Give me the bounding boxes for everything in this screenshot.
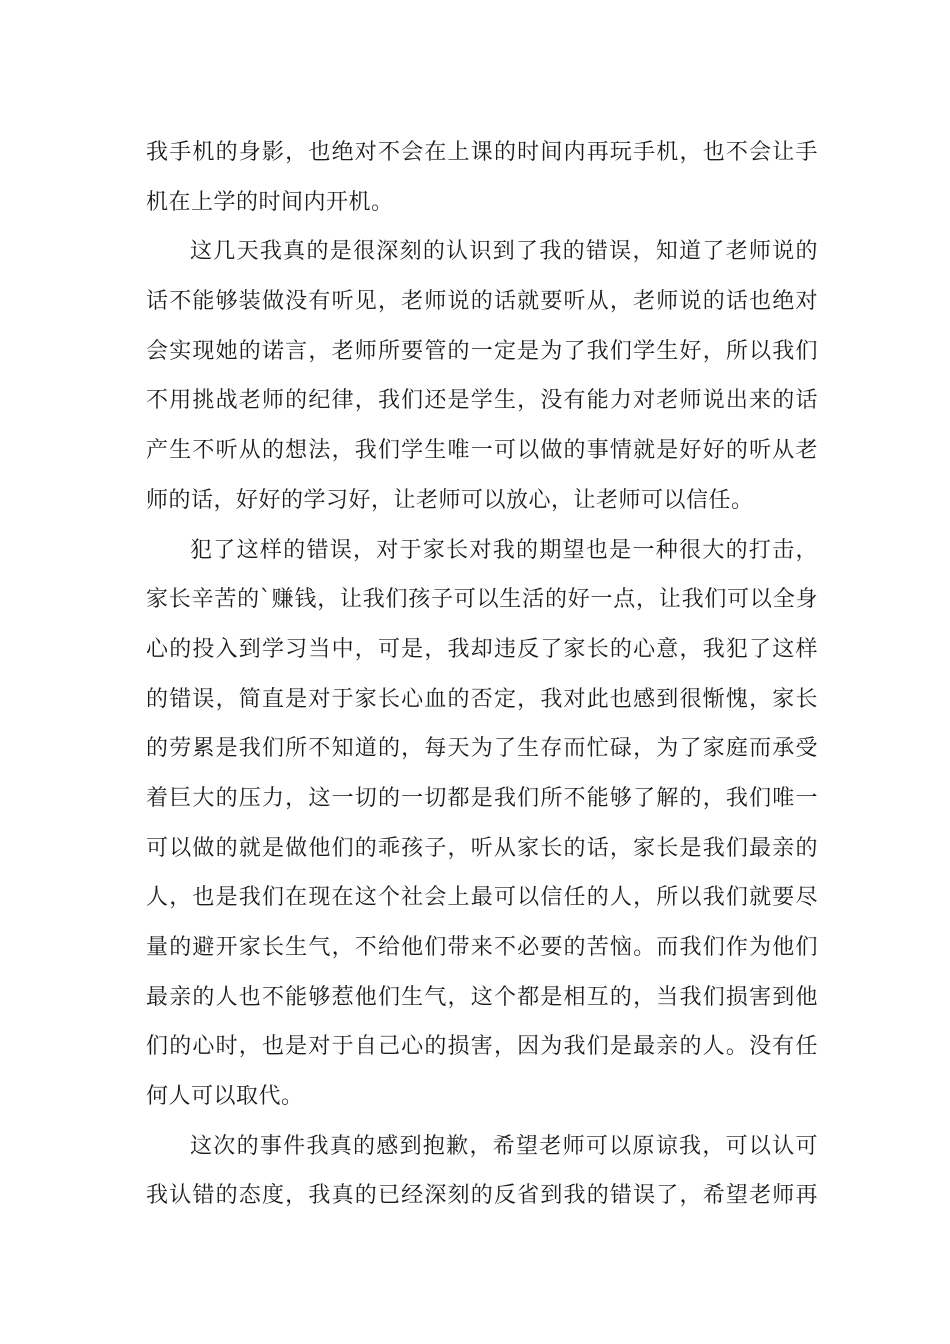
text-line: 师的话，好好的学习好，让老师可以放心，让老师可以信任。 [146,487,754,513]
text-line: 会实现她的诺言，老师所要管的一定是为了我们学生好，所以我们 [146,338,818,364]
document-body [146,128,818,1221]
text-line: 的错误，简直是对于家长心血的否定，我对此也感到很惭愧，家长 [146,686,818,712]
text-line: 何人可以取代。 [146,1084,304,1110]
text-line: 家长辛苦的`赚钱，让我们孩子可以生活的好一点，让我们可以全身 [146,587,818,613]
text-line: 机在上学的时间内开机。 [146,189,394,215]
text-line: 我认错的态度，我真的已经深刻的反省到我的错误了，希望老师再 [146,1183,818,1209]
text-line: 我手机的身影，也绝对不会在上课的时间内再玩手机，也不会让手 [146,140,818,165]
text-line: 不用挑战老师的纪律，我们还是学生，没有能力对老师说出来的话 [146,388,818,414]
text-line: 量的避开家长生气，不给他们带来不必要的苦恼。而我们作为他们 [146,935,818,960]
text-line: 这几天我真的是很深刻的认识到了我的错误，知道了老师说的 [190,239,818,265]
text-line: 人，也是我们在现在这个社会上最可以信任的人，所以我们就要尽 [146,885,818,911]
text-line: 犯了这样的错误，对于家长对我的期望也是一种很大的打击， [190,537,818,563]
text-line: 们的心时，也是对于自己心的损害，因为我们是最亲的人。没有任 [146,1034,818,1060]
text-line: 最亲的人也不能够惹他们生气，这个都是相互的，当我们损害到他 [146,984,818,1010]
text-line: 可以做的就是做他们的乖孩子，听从家长的话，家长是我们最亲的 [146,835,818,861]
text-line: 着巨大的压力，这一切的一切都是我们所不能够了解的，我们唯一 [146,785,818,811]
text-line: 心的投入到学习当中，可是，我却违反了家长的心意，我犯了这样 [146,636,818,662]
text-line: 的劳累是我们所不知道的，每天为了生存而忙碌，为了家庭而承受 [146,736,818,762]
text-line: 话不能够装做没有听见，老师说的话就要听从，老师说的话也绝对 [146,289,818,315]
text-line: 这次的事件我真的感到抱歉，希望老师可以原谅我，可以认可 [190,1133,818,1159]
text-line: 产生不听从的想法，我们学生唯一可以做的事情就是好好的听从老 [146,438,818,464]
